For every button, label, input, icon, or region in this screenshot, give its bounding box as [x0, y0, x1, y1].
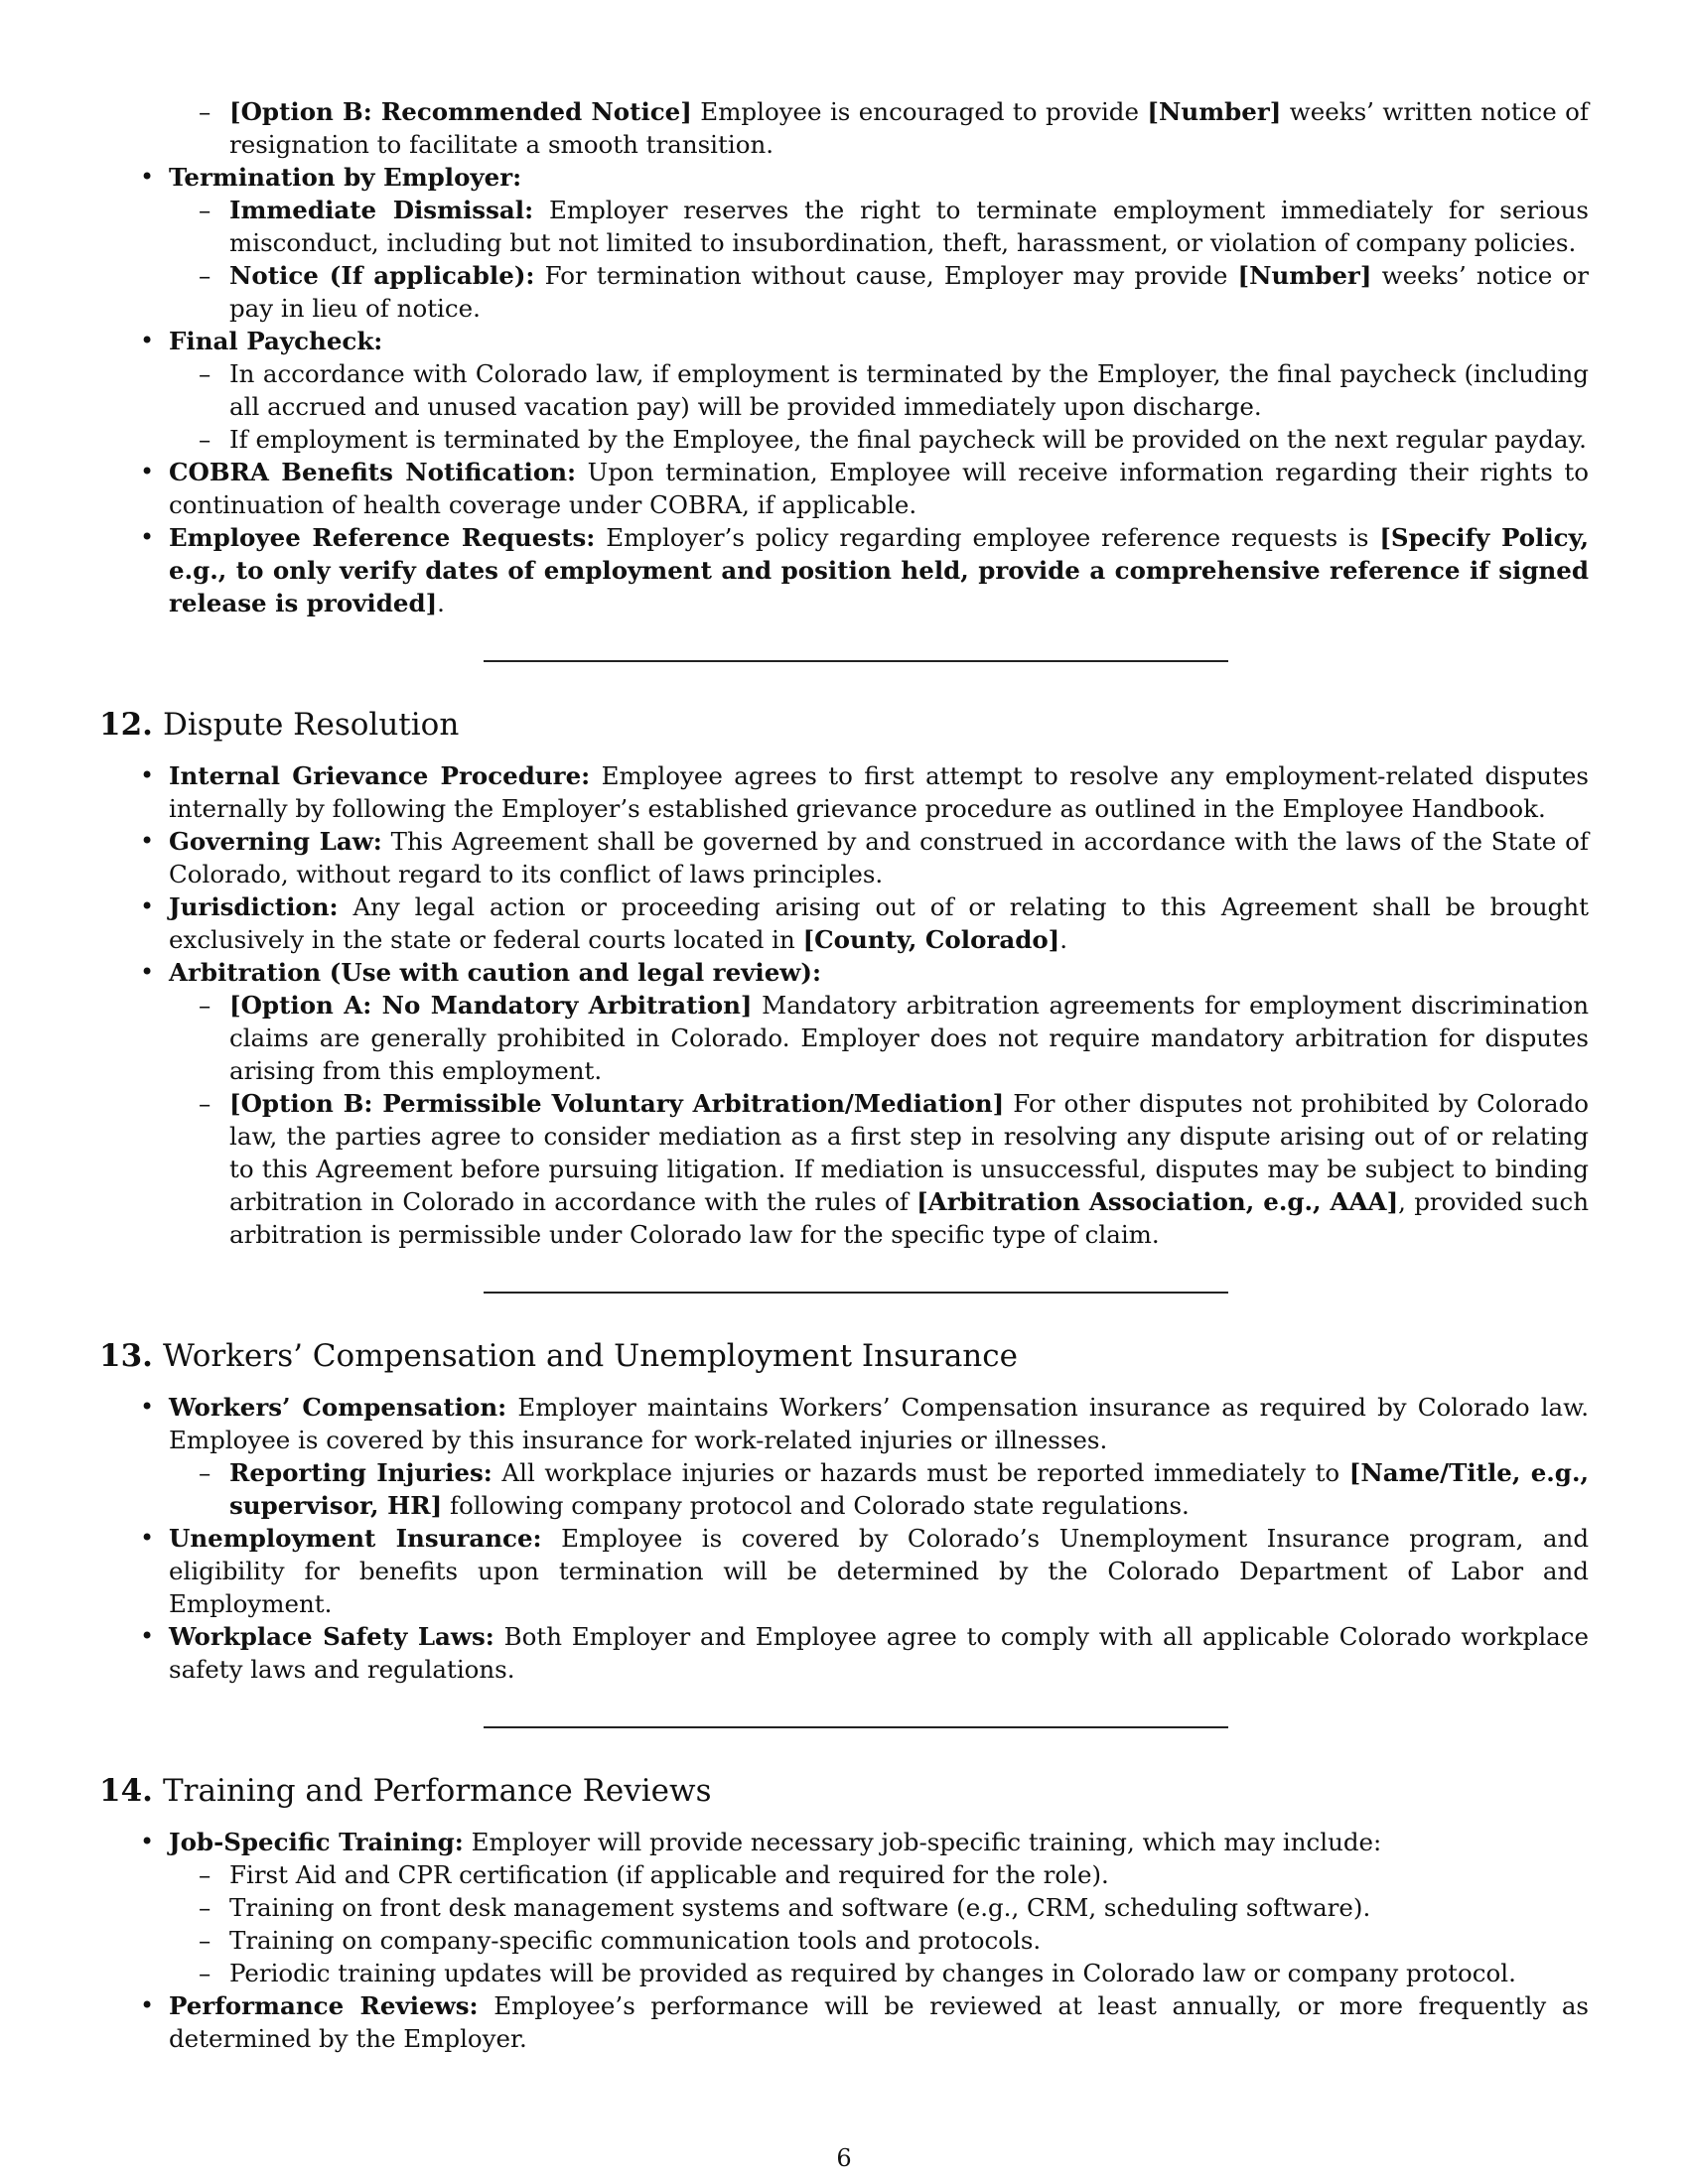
termination-list [169, 95, 1589, 619]
unemployment-insurance-item: • Unemployment Insurance: Employee is covered by Colorado’s Unemployment Insurance program, and eligibility for benefits upon termination will be determined by the Colorado Department of Labor and Employment. [169, 1522, 1589, 1620]
arbitration-option-a-item: – [Option A: No Mandatory Arbitration] Mandatory arbitration agreements for employment discrimination claims are generally prohibited in Colorado. Employer does not require mandatory arbitration for disputes arising from this employment. [169, 989, 1589, 1087]
final-paycheck-employee-item: – If employment is terminated by the Employee, the final paycheck will be provided on the next regular payday. [169, 423, 1589, 456]
termination-by-employer-item: • Termination by Employer: [169, 161, 1589, 194]
job-training-item: • Job-Specific Training: Employer will provide necessary job-specific training, which may include: [169, 1826, 1589, 1858]
section-divider [484, 1726, 1228, 1728]
section-14-heading: 14. Training and Performance Reviews [99, 1773, 712, 1809]
performance-reviews-item: • Performance Reviews: Employee’s performance will be reviewed at least annually, or more frequently as determined by the Employer. [169, 1989, 1589, 2055]
arbitration-option-b-item: – [Option B: Permissible Voluntary Arbitration/Mediation] For other disputes not prohibited by Colorado law, the parties agree to consider mediation as a first step in resolving any dispute arising out of or relating to this Agreement before pursuing litigation. If mediation is unsuccessful, disputes may be subject to binding arbitration in Colorado in accordance with the rules of [Arbitration Association, e.g., AAA], provided such arbitration is permissible under Colorado law for the specific type of claim. [169, 1087, 1589, 1251]
workplace-safety-item: • Workplace Safety Laws: Both Employer and Employee agree to comply with all applicable Colorado workplace safety laws and regulations. [169, 1620, 1589, 1686]
section-12-heading: 12. Dispute Resolution [99, 707, 460, 743]
arbitration-item: • Arbitration (Use with caution and legal review): [169, 956, 1589, 989]
section-divider [484, 660, 1228, 662]
final-paycheck-employer-item: – In accordance with Colorado law, if employment is terminated by the Employer, the final paycheck (including all accrued and unused vacation pay) will be provided immediately upon discharge. [169, 357, 1589, 423]
training-subitem: – First Aid and CPR certification (if applicable and required for the role). [169, 1858, 1589, 1891]
training-subitem: – Periodic training updates will be provided as required by changes in Colorado law or company protocol. [169, 1957, 1589, 1989]
notice-item: – Notice (If applicable): For termination without cause, Employer may provide [Number] weeks’ notice or pay in lieu of notice. [169, 259, 1589, 325]
workers-comp-list [169, 1391, 1589, 1686]
workers-comp-item: • Workers’ Compensation: Employer maintains Workers’ Compensation insurance as required by Colorado law. Employee is covered by this insurance for work-related injuries or illnesses. [169, 1391, 1589, 1456]
jurisdiction-item: • Jurisdiction: Any legal action or proceeding arising out of or relating to this Agreement shall be brought exclusively in the state or federal courts located in [County, Colorado]. [169, 890, 1589, 956]
section-13-heading: 13. Workers’ Compensation and Unemployment Insurance [99, 1338, 1018, 1374]
grievance-item: • Internal Grievance Procedure: Employee agrees to first attempt to resolve any employment-related disputes internally by following the Employer’s established grievance procedure as outlined in the Employee Handbook. [169, 759, 1589, 825]
training-subitem: – Training on company-specific communication tools and protocols. [169, 1924, 1589, 1957]
dispute-resolution-list [169, 759, 1589, 1251]
reference-requests-item: • Employee Reference Requests: Employer’s policy regarding employee reference requests is [Specify Policy, e.g., to only verify dates of employment and position held, provide a comprehensive reference if signed release is provided]. [169, 521, 1589, 619]
cobra-item: • COBRA Benefits Notification: Upon termination, Employee will receive information regarding their rights to continuation of health coverage under COBRA, if applicable. [169, 456, 1589, 521]
final-paycheck-item: • Final Paycheck: [169, 325, 1589, 357]
option-b-notice-item: – [Option B: Recommended Notice] Employee is encouraged to provide [Number] weeks’ written notice of resignation to facilitate a smooth transition. [169, 95, 1589, 161]
training-list [169, 1826, 1589, 2055]
immediate-dismissal-item: – Immediate Dismissal: Employer reserves the right to terminate employment immediately for serious misconduct, including but not limited to insubordination, theft, harassment, or violation of company policies. [169, 194, 1589, 259]
section-divider [484, 1292, 1228, 1294]
governing-law-item: • Governing Law: This Agreement shall be governed by and construed in accordance with the laws of the State of Colorado, without regard to its conflict of laws principles. [169, 825, 1589, 890]
page-number: 6 [836, 2144, 852, 2172]
reporting-injuries-item: – Reporting Injuries: All workplace injuries or hazards must be reported immediately to [Name/Title, e.g., supervisor, HR] following company protocol and Colorado state regulations. [169, 1456, 1589, 1522]
document-page [99, 95, 1590, 2055]
training-subitem: – Training on front desk management systems and software (e.g., CRM, scheduling software). [169, 1891, 1589, 1924]
